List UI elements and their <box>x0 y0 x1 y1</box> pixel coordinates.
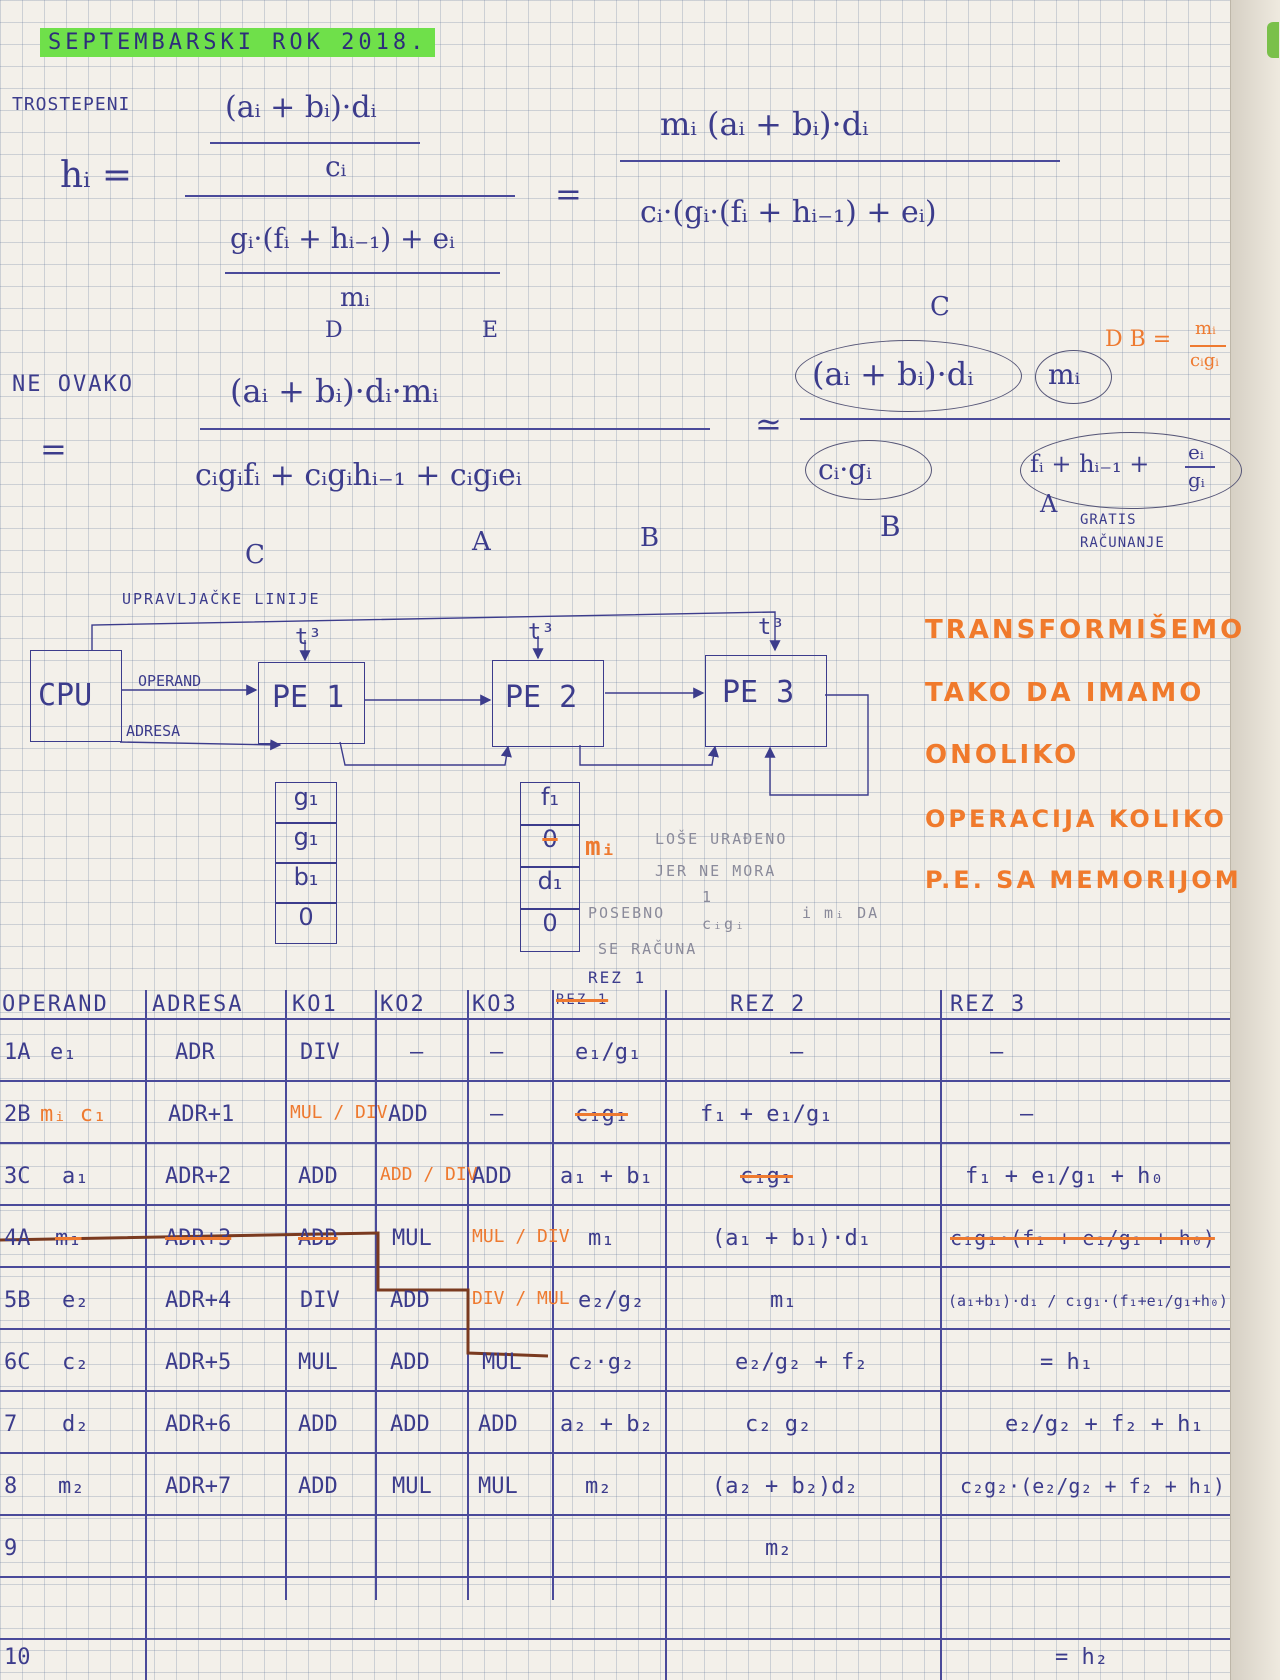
cell-rez3: = h₁ <box>1040 1350 1093 1375</box>
pe3-label: PE 3 <box>722 675 795 710</box>
mem2-cell: 0 <box>520 908 580 952</box>
cell-rez2: (a₁ + b₁)·d₁ <box>712 1226 871 1251</box>
right-label-a: A <box>1040 490 1058 518</box>
cell-ko1: ADD <box>298 1474 338 1499</box>
bad-note-frac-num: 1 <box>702 888 714 906</box>
wrong-eq: = <box>40 430 67 468</box>
cell-adresa: ADR+3 <box>165 1226 232 1251</box>
mem2-cell: d₁ <box>520 866 580 910</box>
rhs-denominator: cᵢ·(gᵢ·(fᵢ + hᵢ₋₁) + eᵢ) <box>640 195 937 230</box>
cell-operand: mᵢ c₁ <box>40 1102 107 1127</box>
pe1-t3: t³ <box>295 625 322 650</box>
cell-ko1: ADD <box>298 1412 338 1437</box>
formula-lhs: hᵢ = <box>60 155 133 196</box>
rhs-numerator: mᵢ (aᵢ + bᵢ)·dᵢ <box>660 105 869 143</box>
inner-num-top: (aᵢ + bᵢ)·dᵢ <box>225 90 377 125</box>
cell-operand: d₂ <box>62 1412 89 1437</box>
callout-line: OPERACIJA KOLIKO <box>925 805 1227 833</box>
cell-operand: c₂ <box>62 1350 89 1375</box>
cell-rez1: m₁ <box>588 1226 615 1251</box>
th-rez1: REZ 1 <box>556 992 609 1008</box>
row-number: 4A <box>4 1226 31 1251</box>
cell-ko1: DIV <box>300 1288 340 1313</box>
schedule-table <box>0 990 1230 1680</box>
cell-ko1: ADD <box>298 1164 338 1189</box>
cell-rez3: (a₁+b₁)·d₁ / c₁g₁·(f₁+e₁/g₁+h₀) <box>948 1292 1228 1310</box>
approx-sign: ≃ <box>755 405 782 443</box>
cell-ko2: ADD <box>390 1288 430 1313</box>
right-den-right: fᵢ + hᵢ₋₁ + <box>1030 450 1150 478</box>
cell-rez3: f₁ + e₁/g₁ + h₀ <box>965 1164 1164 1189</box>
right-den-left: cᵢ·gᵢ <box>818 453 872 486</box>
cell-rez1: c₂·g₂ <box>568 1350 635 1375</box>
bad-note-frac-den: cᵢgᵢ <box>702 915 747 933</box>
bad-note-1: LOŠE URAĐENO <box>655 830 788 848</box>
bad-note-4: i mᵢ DA <box>802 904 880 922</box>
bad-note-2: JER NE MORA <box>655 862 777 880</box>
pipeline-cut-line <box>0 990 1230 1680</box>
bad-note-5: SE RAČUNA <box>598 940 698 958</box>
cell-rez3: e₂/g₂ + f₂ + h₁ <box>1005 1412 1204 1437</box>
pe1-label: PE 1 <box>272 680 345 715</box>
cell-ko1: MUL / DIV <box>290 1102 388 1123</box>
cell-adresa: ADR <box>175 1040 215 1065</box>
cell-ko2: ADD <box>388 1102 428 1127</box>
cpu-label: CPU <box>38 678 93 713</box>
cell-rez1: e₁/g₁ <box>575 1040 642 1065</box>
cell-operand: m₂ <box>58 1474 85 1499</box>
formula-eq: = <box>555 175 582 213</box>
row-number: 8 <box>4 1474 18 1499</box>
brace-a-label: A <box>472 527 491 557</box>
cell-ko2: – <box>410 1040 424 1065</box>
cell-rez3: = h₂ <box>1055 1645 1108 1670</box>
brace-d-label: D <box>325 318 343 343</box>
mem2-cell: f₁ <box>520 782 580 826</box>
rez1-label: REZ 1 <box>588 968 647 987</box>
db-note-lhs: D B = <box>1105 327 1172 352</box>
inner-den-bottom: mᵢ <box>340 283 370 313</box>
callout-line: TRANSFORMIŠEMO <box>925 615 1246 645</box>
right-m: mᵢ <box>1048 358 1081 391</box>
right-label-b: B <box>880 510 901 543</box>
row-number: 2B <box>4 1102 31 1127</box>
cell-operand: m₁ <box>55 1226 82 1251</box>
cell-operand: e₁ <box>50 1040 77 1065</box>
cell-rez3: – <box>990 1040 1004 1065</box>
cell-adresa: ADR+2 <box>165 1164 232 1189</box>
cell-rez2: m₂ <box>765 1536 792 1561</box>
brace-e-label: E <box>482 318 499 343</box>
cell-rez1: c₁g₁ <box>575 1102 628 1127</box>
cell-ko2: ADD <box>390 1350 430 1375</box>
cell-rez2: e₂/g₂ + f₂ <box>735 1350 868 1375</box>
callout-line: ONOLIKO <box>925 740 1080 770</box>
operand-label: OPERAND <box>138 672 202 690</box>
th-ko2: KO2 <box>380 992 426 1017</box>
callout-line: P.E. SA MEMORIJOM <box>925 866 1242 894</box>
cell-ko3: MUL <box>478 1474 518 1499</box>
cell-ko3: ADD <box>478 1412 518 1437</box>
db-note-den: cᵢgᵢ <box>1190 350 1219 371</box>
mem1-cell: g₁ <box>275 782 337 824</box>
cell-ko2: ADD / DIV <box>380 1164 478 1185</box>
gratis-line-2: RAČUNANJE <box>1080 535 1165 551</box>
cell-ko3: MUL <box>482 1350 522 1375</box>
cell-ko1: DIV <box>300 1040 340 1065</box>
cell-operand: a₁ <box>62 1164 89 1189</box>
cell-ko3: DIV / MUL <box>472 1288 570 1309</box>
adresa-label: ADRESA <box>126 722 181 740</box>
mem2-note: mᵢ <box>585 832 617 862</box>
row-number: 3C <box>4 1164 31 1189</box>
th-operand: OPERAND <box>2 992 109 1017</box>
cell-rez1: m₂ <box>585 1474 612 1499</box>
mem1-cell: 0 <box>275 902 337 944</box>
pe3-t3: t³ <box>758 615 785 640</box>
cell-adresa: ADR+1 <box>168 1102 235 1127</box>
row-number: 5B <box>4 1288 31 1313</box>
pe2-label: PE 2 <box>505 680 578 715</box>
cell-rez2: m₁ <box>770 1288 797 1313</box>
row-number: 6C <box>4 1350 31 1375</box>
cell-rez2: f₁ + e₁/g₁ <box>700 1102 833 1127</box>
control-lines-label: UPRAVLJAČKE LINIJE <box>122 590 321 608</box>
cell-ko3: MUL / DIV <box>472 1226 570 1247</box>
pe2-t3: t³ <box>528 620 555 645</box>
cell-ko3: – <box>490 1040 504 1065</box>
cell-ko2: MUL <box>392 1474 432 1499</box>
brace-c-label: C <box>245 540 265 570</box>
th-rez3: REZ 3 <box>950 992 1027 1017</box>
right-label-c: C <box>930 292 950 322</box>
wrong-label: NE OVAKO <box>12 372 134 397</box>
row-number: 1A <box>4 1040 31 1065</box>
cell-rez3: c₂g₂·(e₂/g₂ + f₂ + h₁) <box>960 1474 1225 1498</box>
inner-num-bottom: cᵢ <box>325 150 347 183</box>
cell-adresa: ADR+7 <box>165 1474 232 1499</box>
cell-rez1: e₂/g₂ <box>578 1288 645 1313</box>
row-number: 7 <box>4 1412 18 1437</box>
th-rez2: REZ 2 <box>730 992 807 1017</box>
cell-adresa: ADR+4 <box>165 1288 232 1313</box>
db-note-num: mᵢ <box>1195 318 1216 339</box>
mem1-cell: b₁ <box>275 862 337 904</box>
gratis-line-1: GRATIS <box>1080 512 1137 528</box>
mem2-cell: 0 <box>520 824 580 868</box>
cell-adresa: ADR+6 <box>165 1412 232 1437</box>
th-adresa: ADRESA <box>152 992 244 1017</box>
cell-operand: e₂ <box>62 1288 89 1313</box>
page-title: SEPTEMBARSKI ROK 2018. <box>40 30 435 55</box>
right-den-frac-num: eᵢ <box>1188 440 1204 464</box>
cell-rez2: – <box>790 1040 804 1065</box>
cell-rez2: c₁g₁ <box>740 1164 793 1189</box>
cell-ko1: ADD <box>298 1226 338 1251</box>
cell-adresa: ADR+5 <box>165 1350 232 1375</box>
inner-den-top: gᵢ·(fᵢ + hᵢ₋₁) + eᵢ <box>230 222 455 255</box>
wrong-denominator: cᵢgᵢfᵢ + cᵢgᵢhᵢ₋₁ + cᵢgᵢeᵢ <box>195 458 522 493</box>
row-number: 9 <box>4 1536 18 1561</box>
cell-ko3: ADD <box>472 1164 512 1189</box>
callout-line: TAKO DA IMAMO <box>925 678 1205 708</box>
row-number: 10 <box>4 1645 31 1670</box>
cell-ko2: ADD <box>390 1412 430 1437</box>
cell-rez1: a₂ + b₂ <box>560 1412 653 1437</box>
cell-ko1: MUL <box>298 1350 338 1375</box>
mem1-cell: g₁ <box>275 822 337 864</box>
th-ko1: KO1 <box>292 992 338 1017</box>
right-den-frac-den: gᵢ <box>1188 468 1205 492</box>
right-numerator: (aᵢ + bᵢ)·dᵢ <box>812 355 974 393</box>
wrong-numerator: (aᵢ + bᵢ)·dᵢ·mᵢ <box>230 372 439 410</box>
th-ko3: KO3 <box>472 992 518 1017</box>
cell-rez2: c₂ g₂ <box>745 1412 812 1437</box>
brace-b-label: B <box>640 523 660 553</box>
cell-rez2: (a₂ + b₂)d₂ <box>712 1474 858 1499</box>
formula-label: TROSTEPENI <box>12 94 131 115</box>
cell-rez1: a₁ + b₁ <box>560 1164 653 1189</box>
cell-rez3: – <box>1020 1102 1034 1127</box>
cell-ko2: MUL <box>392 1226 432 1251</box>
cell-rez3: c₁g₁·(f₁ + e₁/g₁ + h₀) <box>950 1226 1215 1250</box>
bad-note-3: POSEBNO <box>588 904 666 922</box>
cell-ko3: – <box>490 1102 504 1127</box>
